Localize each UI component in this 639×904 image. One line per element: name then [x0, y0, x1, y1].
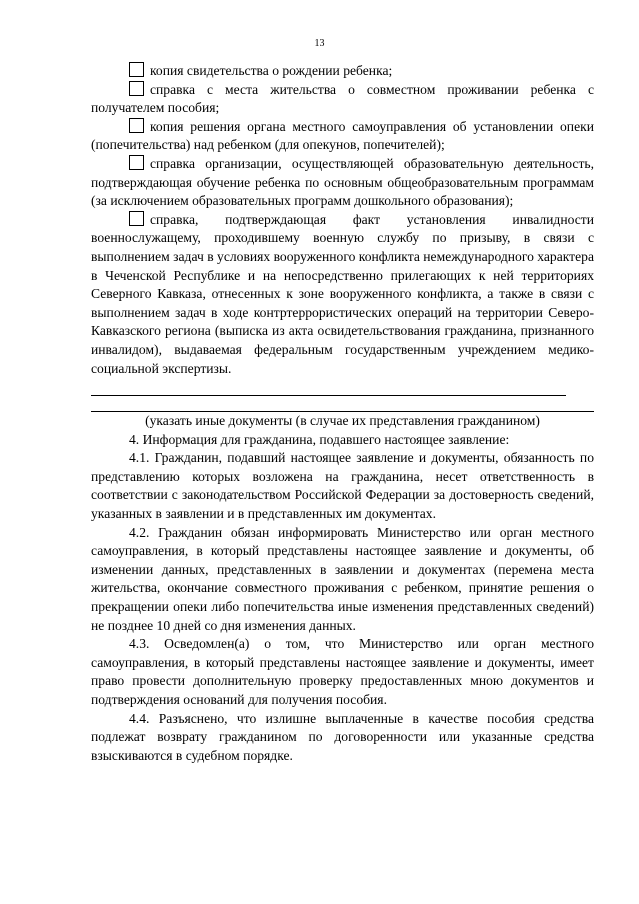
other-documents-caption: (указать иные документы (в случае их представления гражданином): [145, 413, 540, 429]
section-paragraph: 4.1. Гражданин, подавший настоящее заявление и документы, обязанность по представлению которых возложена на гражданина, несет ответственность в соответствии с законодательством Российской Федерации за достоверность сведений, указанных в заявлении и в представленных им документах.: [91, 450, 594, 522]
checklist-item: [91, 155, 594, 211]
document-body: [91, 62, 594, 765]
checklist-item-text: справка организации, осуществляющей образовательную деятельность, подтверждающая обучение ребенка по основным общеобразовательным программам (за исключением образовательных программ дошкольного образования);: [91, 155, 594, 209]
checkbox[interactable]: [129, 81, 144, 96]
section-heading: 4. Информация для гражданина, подавшего настоящее заявление:: [129, 431, 510, 447]
checklist-item: [91, 81, 594, 118]
other-documents-field[interactable]: [91, 378, 566, 396]
other-documents-field[interactable]: [91, 396, 594, 412]
checklist-item-text: копия решения органа местного самоуправления об установлении опеки (попечительства) над ребенком (для опекунов, попечителей);: [91, 118, 594, 153]
checklist-item-text: копия свидетельства о рождении ребенка;: [150, 63, 393, 78]
page-number: 13: [314, 38, 325, 49]
checklist-item: [91, 211, 594, 378]
section-paragraph: 4.2. Гражданин обязан информировать Министерство или орган местного самоуправления, в который представлены настоящее заявление и документы, об изменении данных, представленных в заявлении и документах (перемена места жительства, окончание совместного проживания с ребенком, принятие решения о прекращении опеки либо попечительства иные изменения представленных сведений) не позднее 10 дней со дня изменения данных.: [91, 524, 594, 633]
checklist-item: [91, 118, 594, 155]
checkbox[interactable]: [129, 62, 144, 77]
section-paragraph: 4.4. Разъяснено, что излишне выплаченные в качестве пособия средства подлежат возврату гражданином по договоренности или указанные средства взыскиваются в судебном порядке.: [91, 710, 594, 763]
checklist-item-text: справка, подтверждающая факт установления инвалидности военнослужащему, проходившему военную службу по призыву, в связи с выполнением задач в условиях вооруженного конфликта немеждународного характера в Чеченской Республике и на непосредственно прилегающих к ней территориях Северного Кавказа, отнесенных к зоне вооруженного конфликта, а также в связи с выполнением задач в ходе контртеррористических операций на территории Северо-Кавказского региона (выписка из акта освидетельствования гражданина, признанного инвалидом), выдаваемая федеральным государственным учреждением медико-социальной экспертизы.: [91, 211, 594, 376]
checkbox[interactable]: [129, 155, 144, 170]
section-paragraph: 4.3. Осведомлен(а) о том, что Министерство или орган местного самоуправления, в который представлены настоящее заявление и документы, имеет право провести дополнительную проверку предоставленных мною документов и подтверждения оснований для получения пособия.: [91, 636, 594, 707]
checklist-item-text: справка с места жительства о совместном проживании ребенка с получателем пособия;: [91, 81, 594, 116]
checkbox[interactable]: [129, 118, 144, 133]
checkbox[interactable]: [129, 211, 144, 226]
checklist-item: [91, 62, 594, 81]
